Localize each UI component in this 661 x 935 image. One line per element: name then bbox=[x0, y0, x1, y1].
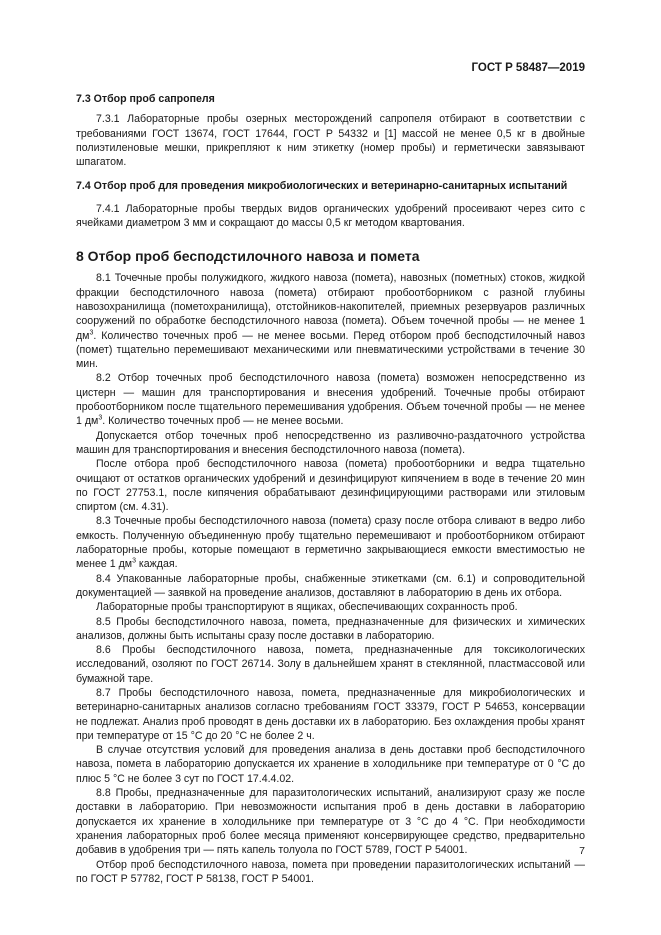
para-8-3: 8.3 Точечные пробы бесподстилочного навоза (помета) сразу после отбора сливают в ведро либо емкость. Полученную объединенную пробу тщательно перемешивают и пробоотборником отбирают лабораторные пробы, которые помещают в герметично закрывающиеся емкости вместимостью не менее 1 $дм^3$ каждая. bbox=[76, 515, 585, 571]
para-8-4: 8.4 Упакованные лабораторные пробы, снабженные этикетками (см. 6.1) и сопроводительной документацией — заявкой на проведение анализов, доставляют в лабораторию в день их отбора. bbox=[76, 572, 585, 599]
para-8-6: 8.6 Пробы бесподстилочного навоза, помета, предназначенные для токсикологических исследований, озоляют по ГОСТ 26714. Золу в дальнейшем хранят в стеклянной, пластмассовой или бумажной таре. bbox=[76, 644, 585, 685]
para-8-4-b: Лабораторные пробы транспортируют в ящиках, обеспечивающих сохранность проб. bbox=[96, 601, 518, 614]
para-8-2: 8.2 Отбор точечных проб бесподстилочного навоза (помета) возможен непосредственно из цистерн — машин для транспортирования и внесения удобрений. Точечные пробы отбирают пробоотборником после тщательного перемешивания удобрения. Объем точечной пробы — не менее 1 $дм^3$. Количество точечных проб — не менее восьми. bbox=[76, 372, 585, 428]
para-8-8: 8.8 Пробы, предназначенные для паразитологических испытаний, анализируют сразу же после доставки в лабораторию. При невозможности испытания проб в день доставки в лабораторию допускается их хранение в холодильнике при температуре от 3 °С до 4 °С. При необходимости хранения лабораторных проб более месяца применяют консервирующее средство, предварительно добавив в удобрения три — пять капель толуола по ГОСТ 5789, ГОСТ Р 54001. bbox=[76, 787, 585, 857]
section-7-4-title: 7.4 Отбор проб для проведения микробиологических и ветеринарно-санитарных испытаний bbox=[76, 180, 568, 193]
para-8-8-b: Отбор проб бесподстилочного навоза, помета при проведении паразитологических испытаний — по ГОСТ Р 57782, ГОСТ Р 58138, ГОСТ Р 54001. bbox=[76, 858, 585, 885]
para-8-7-b: В случае отсутствия условий для проведения анализа в день доставки проб бесподстилочного навоза, помета в лабораторию допускается их хранение в холодильнике при температуре от 0 °С до плюс 5 °С не более 3 сут по ГОСТ 17.4.4.02. bbox=[76, 744, 585, 785]
para-8-7: 8.7 Пробы бесподстилочного навоза, помета, предназначенные для микробиологических и ветеринарно-санитарных анализов согласно требованиям ГОСТ 33379, ГОСТ Р 54653, консервации не подлежат. Анализ проб проводят в день доставки их в лабораторию. Без охлаждения пробы хранят при температуре от 15 °С до 20 °С не более 2 ч. bbox=[76, 686, 585, 742]
doc-header: ГОСТ Р 58487—2019 bbox=[471, 62, 585, 74]
para-8-5: 8.5 Пробы бесподстилочного навоза, помета, предназначенные для физических и химических анализов, должны быть испытаны сразу после доставки в лабораторию. bbox=[76, 615, 585, 642]
para-7-4-1: 7.4.1 Лабораторные пробы твердых видов органических удобрений просеивают через сито с ячейками диаметром 3 мм и сокращают до массы 0,5 кг методом квартования. bbox=[76, 202, 585, 230]
para-7-3-1: 7.3.1 Лабораторные пробы озерных месторождений сапропеля отбирают в соответствии с требованиями ГОСТ 13674, ГОСТ 17644, ГОСТ Р 54332 и [1] массой не менее 0,5 кг в двойные полиэтиленовые мешки, прикрепляют к ним этикетку (номер пробы) и герметически завязывают шпагатом. bbox=[76, 113, 585, 169]
para-8-2-d: После отбора проб бесподстилочного навоза (помета) пробоотборники и ведра тщательно очищают от остатков органических удобрений и дезинфицируют кипячением в воде в течение 20 мин по ГОСТ 27753.1, после кипячения обрабатывают дезинфицирующими растворами или этиловым спиртом (см. 4.31). bbox=[76, 458, 585, 514]
para-8-2-c: Допускается отбор точечных проб непосредственно из разливочно-раздаточного устройства машин для транспортирования и внесения бесподстилочного навоза (помета). bbox=[76, 429, 585, 456]
page-content bbox=[76, 92, 585, 886]
para-8-1: 8.1 Точечные пробы полужидкого, жидкого навоза (помета), навозных (пометных) стоков, жидкой фракции бесподстилочного навоза (помета) отбирают пробоотборником с разной глубины навозохранилища (пометохранилища), отстойников-накопителей, приемных резервуаров различных сооружений по обработке бесподстилочного навоза (помета). Объем точечной пробы — не менее 1 $дм^3$. Количество точечных проб — не менее восьми. Перед отбором проб бесподстилочный навоз (помет) тщательно перемешивают механическими или пневматическими устройствами в течение 30 мин. bbox=[76, 272, 585, 371]
section-8-title: 8 Отбор проб бесподстилочного навоза и помета bbox=[76, 248, 420, 265]
section-7-3-title: 7.3 Отбор проб сапропеля bbox=[76, 93, 215, 105]
page-number: 7 bbox=[579, 845, 585, 857]
